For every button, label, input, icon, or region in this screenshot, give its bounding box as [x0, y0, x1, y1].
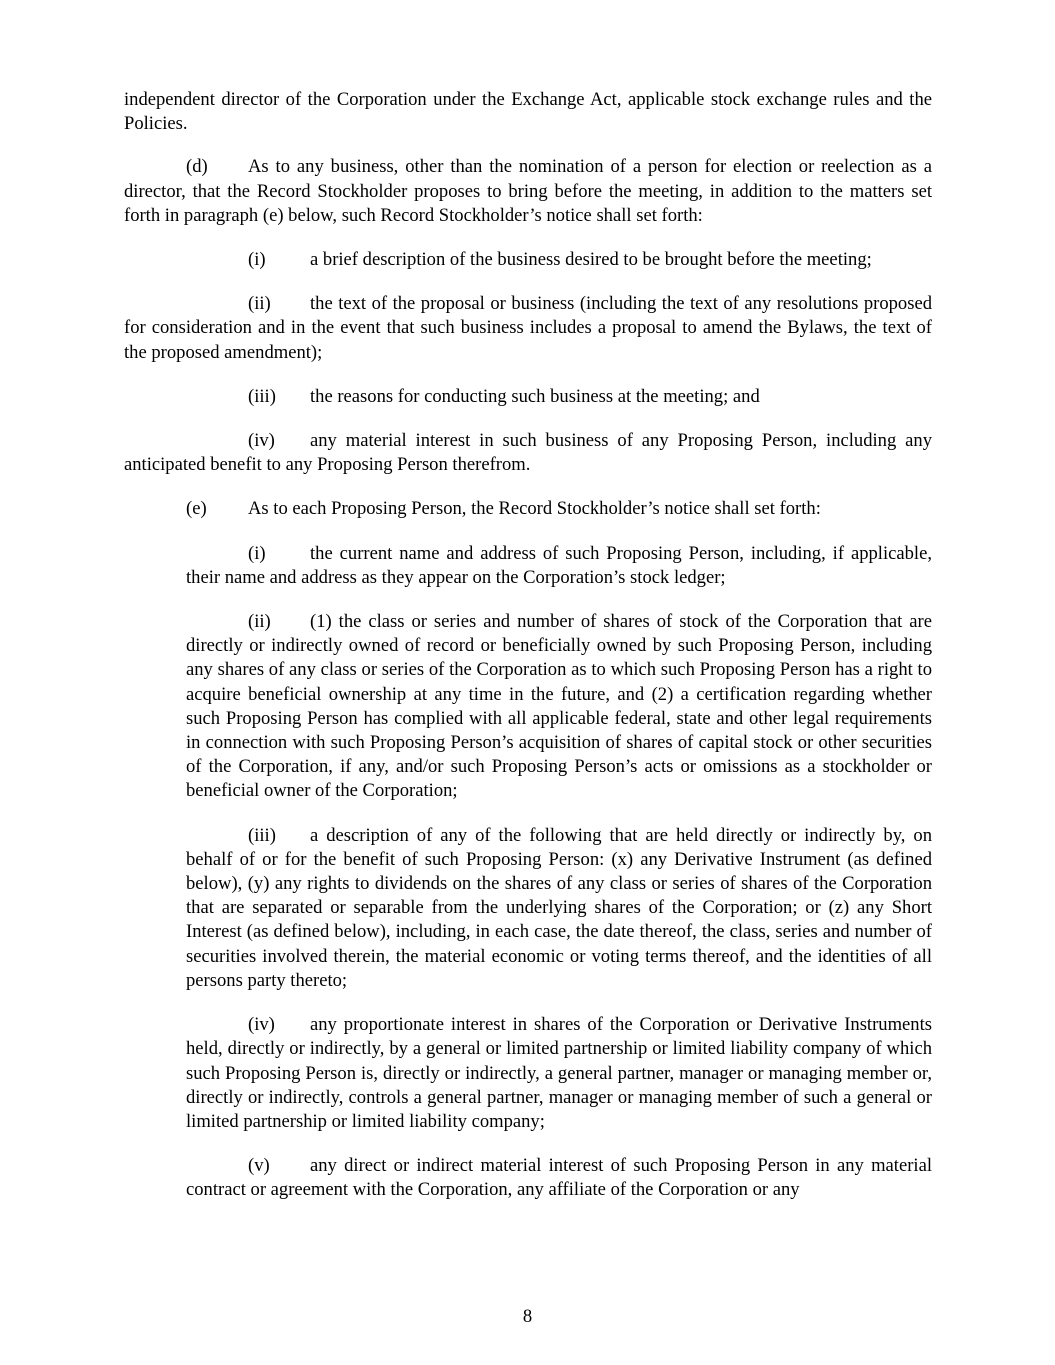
clause-number: (v) — [248, 1155, 270, 1177]
paragraph-e — [124, 497, 932, 521]
clause-d-iii — [124, 385, 932, 409]
clause-number: (iii) — [248, 385, 276, 407]
clause-text: any material interest in such business of any Proposing Person, including any anticipated benefit to any Proposing Person therefrom. — [124, 430, 932, 476]
clause-e-ii — [186, 610, 932, 804]
clause-number: (i) — [248, 249, 266, 271]
clause-text: any proportionate interest in shares of the Corporation or Derivative Instruments held, directly or indirectly, by a general or limited partnership or limited liability company of which such Proposing Person is, directly or indirectly, a general partner, manager or managing member or, directly or indirectly, controls a general partner, manager or managing member of such a general or limited partnership or limited liability company; — [186, 1014, 932, 1132]
paragraph-number: (e) — [186, 498, 207, 520]
clause-number: (iii) — [248, 824, 276, 846]
clause-number: (i) — [248, 542, 266, 564]
clause-text: a brief description of the business desired to be brought before the meeting; — [310, 249, 872, 271]
clause-number: (iv) — [248, 430, 275, 452]
clause-number: (ii) — [248, 611, 271, 633]
clause-text: (1) the class or series and number of shares of stock of the Corporation that are directly or indirectly owned of record or beneficially owned by such Proposing Person, including any shares of any class or series of the Corporation as to which such Proposing Person has a right to acquire beneficial ownership at any time in the future, and (2) a certification regarding whether such Proposing Person has complied with all applicable federal, state and other legal requirements in connection with such Proposing Person’s acquisition of shares of capital stock or other securities of the Corporation, if any, and/or such Proposing Person’s acts or omissions as a stockholder or beneficial owner of the Corporation; — [186, 611, 932, 802]
clause-e-v — [186, 1154, 932, 1202]
clause-text: the current name and address of such Proposing Person, including, if applicable, their name and address as they appear on the Corporation’s stock ledger; — [186, 542, 932, 588]
clause-d-ii — [124, 292, 932, 365]
clause-number: (iv) — [248, 1014, 275, 1036]
page-number: 8 — [522, 1306, 533, 1327]
document-page — [124, 88, 932, 1223]
clause-d-i — [124, 248, 932, 272]
continued-paragraph: independent director of the Corporation under the Exchange Act, applicable stock exchange rules and the Policies. — [124, 89, 932, 135]
clause-e-iii — [186, 824, 932, 993]
clause-d-iv — [124, 429, 932, 477]
clause-number: (ii) — [248, 293, 271, 315]
clause-e-iv — [186, 1013, 932, 1134]
clause-text: any direct or indirect material interest of such Proposing Person in any material contract or agreement with the Corporation, any affiliate of the Corporation or any — [186, 1155, 932, 1201]
paragraph-text: As to any business, other than the nomination of a person for election or reelection as a director, that the Record Stockholder proposes to bring before the meeting, in addition to the matters set forth in paragraph (e) below, such Record Stockholder’s notice shall set forth: — [124, 156, 932, 226]
clause-e-i — [186, 542, 932, 590]
paragraph-number: (d) — [186, 156, 208, 178]
clause-text: the reasons for conducting such business at the meeting; and — [310, 385, 760, 407]
clause-text: the text of the proposal or business (including the text of any resolutions proposed for consideration and in the event that such business includes a proposal to amend the Bylaws, the text of the proposed amendment); — [124, 293, 932, 363]
paragraph-text: As to each Proposing Person, the Record Stockholder’s notice shall set forth: — [248, 498, 821, 520]
clause-text: a description of any of the following that are held directly or indirectly by, on behalf of or for the benefit of such Proposing Person: (x) any Derivative Instrument (as defined below), (y) any rights to dividends on the shares of any class or series of shares of the Corporation that are separated or separable from the underlying shares of the Corporation; or (z) any Short Interest (as defined below), including, in each case, the date thereof, the class, series and number of securities involved therein, the material economic or voting terms thereof, and the identities of all persons party thereto; — [186, 824, 932, 991]
paragraph-d — [124, 155, 932, 228]
